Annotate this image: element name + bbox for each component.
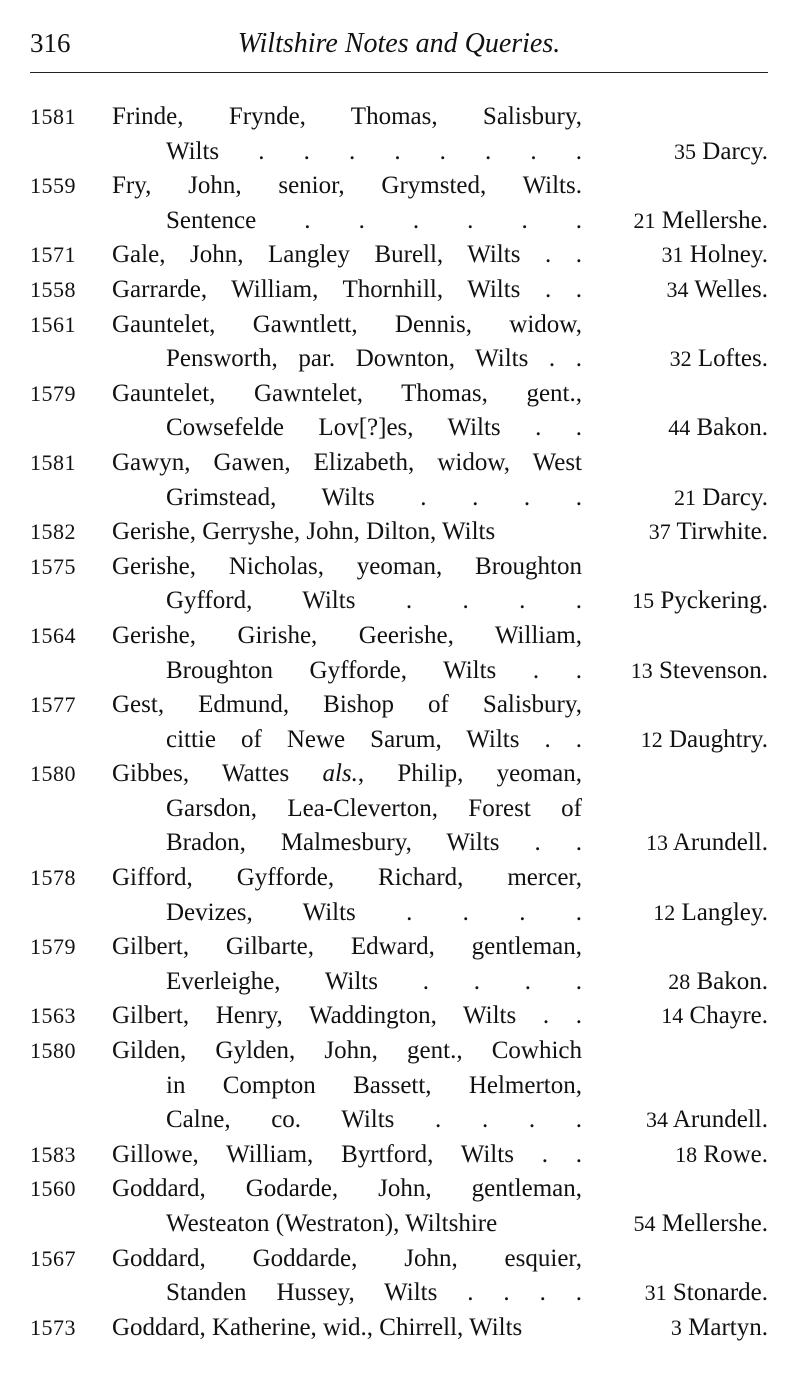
reference-number: 12 xyxy=(640,726,663,752)
register-reference xyxy=(631,654,768,689)
reference-name: Stevenson. xyxy=(658,656,768,684)
entry-line: Broughton Gyfforde, Wilts . . xyxy=(166,656,582,684)
reference-name: Mellershe. xyxy=(661,1210,768,1237)
entry-year: 1580 xyxy=(30,1038,76,1064)
reference-number: 3 xyxy=(670,1314,682,1340)
entry-description xyxy=(112,446,582,515)
reference-number: 34 xyxy=(646,1107,668,1133)
list-item xyxy=(0,377,800,446)
reference-number: 18 xyxy=(675,1141,698,1167)
register-reference xyxy=(632,584,768,619)
entry-year: 1577 xyxy=(30,692,76,718)
entry-description xyxy=(112,1172,582,1241)
entry-line: Everleighe, Wilts . . . . xyxy=(166,967,582,995)
entry-line: in Compton Bassett, Helmerton, xyxy=(166,1071,582,1099)
list-item xyxy=(0,1172,800,1241)
entry-description xyxy=(112,688,582,757)
entry-year: 1561 xyxy=(30,311,76,337)
entry-description xyxy=(112,1138,582,1173)
reference-name: Daughtry. xyxy=(668,725,768,753)
entry-description xyxy=(112,377,582,446)
entry-line: Sentence . . . . . . xyxy=(166,206,582,234)
entry-line: Gale, John, Langley Burell, Wilts . . xyxy=(112,241,582,269)
entry-year: 1564 xyxy=(30,622,76,648)
entry-description xyxy=(112,619,582,688)
reference-name: Chayre. xyxy=(689,1002,768,1030)
entry-line: Gibbes, Wattes als., Philip, yeoman, xyxy=(112,760,582,788)
entry-line: Gawyn, Gawen, Elizabeth, widow, West xyxy=(112,448,582,476)
entry-line: Westeaton (Westraton), Wiltshire xyxy=(166,1210,498,1237)
reference-name: Pyckering. xyxy=(660,587,768,615)
entry-description xyxy=(112,930,582,999)
entry-year: 1571 xyxy=(30,242,76,268)
reference-name: Bakon. xyxy=(696,414,768,442)
entry-description xyxy=(112,1034,582,1138)
list-item xyxy=(0,308,800,377)
reference-number: 54 xyxy=(633,1211,656,1236)
register-reference xyxy=(653,896,768,931)
reference-number: 14 xyxy=(661,1003,684,1029)
entry-year: 1581 xyxy=(30,449,76,475)
entry-line: Bradon, Malmesbury, Wilts . . xyxy=(166,829,582,857)
will-entries-list xyxy=(0,100,800,1345)
entry-line: Gyfford, Wilts . . . . xyxy=(166,587,582,615)
entry-line: cittie of Newe Sarum, Wilts . . xyxy=(166,725,582,753)
entry-year: 1579 xyxy=(30,934,76,960)
list-item xyxy=(0,273,800,308)
entry-line: Grimstead, Wilts . . . . xyxy=(166,483,582,511)
entry-description xyxy=(112,1242,582,1311)
entry-line: Fry, John, senior, Grymsted, Wilts. xyxy=(112,172,582,200)
entry-line: Frinde, Frynde, Thomas, Salisbury, xyxy=(112,103,582,130)
reference-name: Darcy. xyxy=(702,483,768,511)
entry-line: Goddard, Katherine, wid., Chirrell, Wilts xyxy=(112,1313,523,1341)
list-item xyxy=(0,619,800,688)
list-item xyxy=(0,238,800,273)
entry-description xyxy=(112,169,582,238)
reference-number: 13 xyxy=(646,830,668,856)
entry-description xyxy=(112,999,582,1034)
list-item xyxy=(0,999,800,1034)
reference-name: Martyn. xyxy=(688,1313,768,1341)
register-reference xyxy=(671,1311,768,1346)
reference-number: 37 xyxy=(648,519,671,545)
page-number: 316 xyxy=(30,28,71,58)
reference-number: 21 xyxy=(633,207,656,233)
entry-year: 1559 xyxy=(30,173,76,199)
entry-description xyxy=(112,515,582,550)
register-reference xyxy=(675,1138,768,1173)
register-reference xyxy=(641,723,768,758)
reference-number: 32 xyxy=(669,346,692,372)
entry-line: Gerishe, Gerryshe, John, Dilton, Wilts xyxy=(112,518,496,546)
entry-year: 1558 xyxy=(30,276,76,302)
reference-name: Darcy. xyxy=(702,137,768,165)
entry-description xyxy=(112,100,582,169)
entry-line: Goddard, Godarde, John, gentleman, xyxy=(112,1175,582,1203)
reference-name: Holney. xyxy=(689,241,768,269)
register-reference xyxy=(674,481,768,516)
reference-number: 15 xyxy=(632,588,655,614)
list-item xyxy=(0,446,800,515)
reference-number: 44 xyxy=(668,415,691,441)
entry-line: Standen Hussey, Wilts . . . . xyxy=(166,1279,582,1307)
entry-year: 1563 xyxy=(30,1003,76,1029)
list-item xyxy=(0,1242,800,1311)
list-item xyxy=(0,550,800,619)
register-reference xyxy=(649,515,768,550)
register-reference xyxy=(662,238,768,273)
entry-description xyxy=(112,273,582,308)
reference-name: Welles. xyxy=(694,275,768,303)
entry-line: Gilden, Gylden, John, gent., Cowhich xyxy=(112,1037,582,1065)
entry-description xyxy=(112,1311,582,1346)
register-reference xyxy=(668,411,768,446)
page-header xyxy=(30,22,768,73)
list-item xyxy=(0,1034,800,1138)
reference-number: 31 xyxy=(644,1280,667,1306)
entry-line: Goddard, Goddarde, John, esquier, xyxy=(112,1244,582,1272)
list-item xyxy=(0,861,800,930)
reference-number: 12 xyxy=(653,899,676,925)
entry-line: Gilbert, Gilbarte, Edward, gentleman, xyxy=(112,933,582,961)
reference-number: 34 xyxy=(666,276,689,302)
register-reference xyxy=(667,273,768,308)
reference-name: Langley. xyxy=(681,898,768,926)
list-item xyxy=(0,757,800,861)
entry-line: Gerishe, Nicholas, yeoman, Broughton xyxy=(112,552,582,580)
entry-year: 1578 xyxy=(30,865,76,891)
entry-year: 1567 xyxy=(30,1245,76,1271)
register-reference xyxy=(646,1103,768,1138)
entry-description xyxy=(112,861,582,930)
entry-year: 1575 xyxy=(30,553,76,579)
reference-name: Loftes. xyxy=(697,345,768,373)
reference-name: Arundell. xyxy=(672,1106,768,1134)
register-reference xyxy=(661,999,768,1034)
register-reference xyxy=(670,342,768,377)
entry-year: 1573 xyxy=(30,1314,76,1340)
entry-line: Gillowe, William, Byrtford, Wilts . . xyxy=(112,1140,582,1168)
list-item xyxy=(0,688,800,757)
register-reference xyxy=(645,1276,768,1311)
entry-line: Gauntelet, Gawntlett, Dennis, widow, xyxy=(112,310,582,338)
list-item xyxy=(0,930,800,999)
list-item xyxy=(0,1311,800,1346)
running-title: Wiltshire Notes and Queries. xyxy=(237,28,561,59)
entry-year: 1582 xyxy=(30,519,76,545)
register-reference xyxy=(674,135,768,170)
entry-description xyxy=(112,757,582,861)
entry-line: Wilts . . . . . . . . xyxy=(166,137,582,165)
entry-line: Gauntelet, Gawntelet, Thomas, gent., xyxy=(112,379,582,407)
entry-year: 1580 xyxy=(30,761,76,787)
register-reference xyxy=(634,1207,768,1242)
reference-name: Tirwhite. xyxy=(676,518,768,546)
entry-line: Cowsefelde Lov[?]es, Wilts . . xyxy=(166,414,582,442)
reference-number: 13 xyxy=(630,657,653,683)
entry-year: 1579 xyxy=(30,380,76,406)
entry-line: Gest, Edmund, Bishop of Salisbury, xyxy=(112,691,582,719)
entry-line: Gifford, Gyfforde, Richard, mercer, xyxy=(112,864,582,892)
reference-name: Bakon. xyxy=(696,967,768,995)
entry-description xyxy=(112,308,582,377)
reference-number: 31 xyxy=(661,242,684,268)
entry-year: 1581 xyxy=(30,104,76,129)
reference-name: Arundell. xyxy=(672,829,768,857)
list-item xyxy=(0,515,800,550)
entry-year: 1560 xyxy=(30,1176,76,1202)
register-reference xyxy=(668,965,768,1000)
list-item xyxy=(0,100,800,169)
list-item xyxy=(0,169,800,238)
entry-line: Garsdon, Lea-Cleverton, Forest of xyxy=(166,794,582,822)
entry-line: Gerishe, Girishe, Geerishe, William, xyxy=(112,621,582,649)
reference-name: Stonarde. xyxy=(672,1279,768,1307)
reference-name: Mellershe. xyxy=(661,206,768,234)
entry-year: 1583 xyxy=(30,1141,76,1167)
reference-number: 21 xyxy=(674,484,697,510)
register-reference xyxy=(634,204,768,239)
entry-line: Calne, co. Wilts . . . . xyxy=(166,1106,582,1134)
entry-line: Garrarde, William, Thornhill, Wilts . . xyxy=(112,275,582,303)
reference-number: 35 xyxy=(674,138,697,164)
reference-name: Rowe. xyxy=(703,1140,768,1168)
entry-line: Devizes, Wilts . . . . xyxy=(166,898,582,926)
list-item xyxy=(0,1138,800,1173)
entry-description xyxy=(112,550,582,619)
register-reference xyxy=(646,826,768,861)
entry-line: Gilbert, Henry, Waddington, Wilts . . xyxy=(112,1002,582,1030)
entry-line: Pensworth, par. Downton, Wilts . . xyxy=(166,345,582,373)
entry-description xyxy=(112,238,582,273)
reference-number: 28 xyxy=(668,968,691,994)
